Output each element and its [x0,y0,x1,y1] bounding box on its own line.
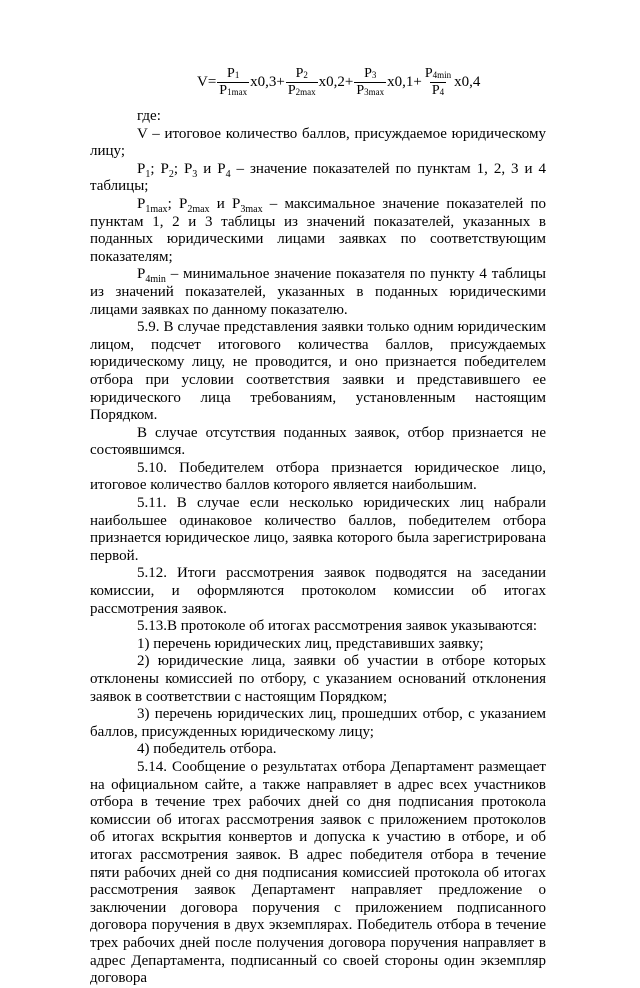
formula-fraction-2: $\frac{P_2}{P_{2max}}$ [287,65,316,98]
formula-weight-3: х0,1+ [387,73,422,90]
formula-fraction-3: $\frac{P_3}{P_{3max}}$ [356,65,385,98]
formula-weight-2: x0,2+ [318,73,354,90]
clause-5-9: 5.9. В случае представления заявки только одним юридическим лицом, подсчет итогового количества баллов, присуждаемых юридическому лицу, не проводится, и оно признается победителем отбора при условии соответствия заявки и представившего ее юридического лица требованиям, установленным настоящим Порядком. [90,319,546,424]
formula-fraction-1: $\frac{P_1}{P_{1max}}$ [219,65,248,98]
formula-fraction-4: $\frac{P_{4min}}{P_4}$ [424,65,452,98]
list-item-1: 1) перечень юридических лиц, представивших заявку; [137,635,484,652]
clause-5-11: 5.11. В случае если несколько юридических лиц набрали наибольшее одинаковое количество баллов, победителем отбора признается юридическое лицо, заявка которого была зарегистрирована первой. [90,495,546,564]
pmax-definition: $P_{1max}$; $P_{2max}$ и $P_{3max}$ – максимальное значение показателей по пунктам 1, 2 и 3 таблицы из значений показателей, указанных в поданных юридическими лицами заявках по соответствующим показателям; [90,195,547,265]
v-definition: V – итоговое количество баллов, присуждаемое юридическому лицу; [90,125,546,160]
document-body [90,108,546,988]
list-item-4: 4) победитель отбора. [137,741,277,758]
where-label: где: [137,108,161,124]
p-definition: $P_1$; $P_2$; $P_3$ и $P_4$ – значение показателей по пунктам 1, 2, 3 и 4 таблицы; [90,160,546,195]
list-item-3: 3) перечень юридических лиц, прошедших отбор, с указанием баллов, присужденных юридическому лицу; [90,706,546,740]
list-item-2: 2) юридические лица, заявки об участии в отборе которых отклонены комиссией по отбору, с указанием оснований отклонения заявок в соответствии с настоящим Порядком; [90,653,546,705]
clause-no-applications: В случае отсутствия поданных заявок, отбор признается не состоявшимся. [90,424,546,459]
clause-5-12: 5.12. Итоги рассмотрения заявок подводятся на заседании комиссии, и оформляются протоколом комиссии об итогах рассмотрения заявок. [90,565,546,617]
formula-weight-1: х0,3+ [250,73,285,90]
clause-5-10: 5.10. Победителем отбора признается юридическое лицо, итоговое количество баллов которого является наибольшим. [90,459,546,494]
clause-5-13: 5.13.В протоколе об итогах рассмотрения заявок указываются: [137,618,538,635]
scoring-formula [197,60,497,104]
formula-lhs: V= [197,73,217,90]
formula-weight-4: х0,4 [454,73,481,90]
pmin-definition: $P_{4min}$ – минимальное значение показателя по пункту 4 таблицы из значений показателей, указанных в поданных юридическими лицами заявках по данному показателю. [90,266,546,318]
clause-5-14: 5.14. Сообщение о результатах отбора Департамент размещает на официальном сайте, а также направляет в адрес всех участников отбора в течение трех рабочих дней со дня подписания протокола комиссии об итогах рассмотрения заявок с приложением протоколов об итогах вскрытия конвертов и допуска к участию в отборе, и об итогах рассмотрения заявок. В адрес победителя отбора в течение пяти рабочих дней со дня подписания комиссией протокола об итогах рассмотрения заявок Департамент направляет предложение о заключении договора поручения с приложением подписанного договора поручения в двух экземплярах. Победитель отбора в течение трех рабочих дней после получения договора поручения направляет в адрес Департамента, подписанный со своей стороны один экземпляр договора [90,758,546,987]
